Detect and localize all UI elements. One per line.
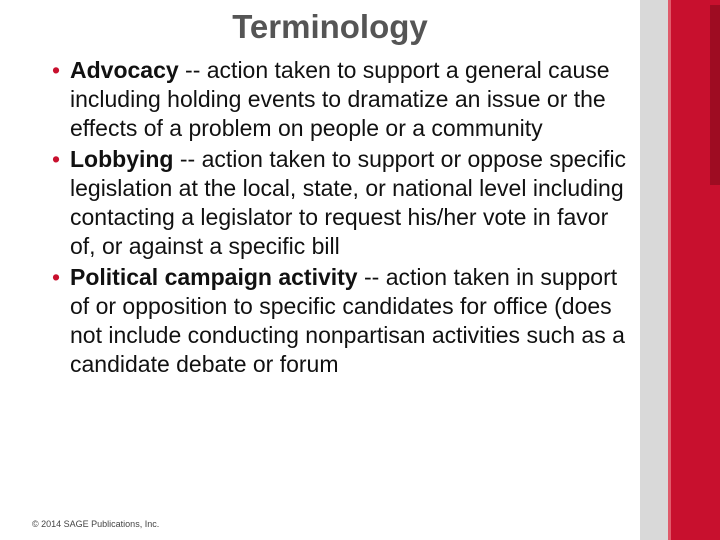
term-definition: -- action taken in support of or opposition to specific candidates for office (does not include conducting nonpartisan activities such as a candidate debate or forum [70, 264, 625, 377]
term-definition: -- action taken to support or oppose specific legislation at the local, state, or national level including contacting a legislator to request his/her vote in favor of, or against a specific bill [70, 146, 627, 259]
bullet-icon: • [52, 57, 61, 83]
term-label: Political campaign activity [70, 264, 358, 290]
list-item-political-campaign [48, 263, 638, 379]
copyright-footer: © 2014 SAGE Publications, Inc. [32, 519, 160, 529]
term-label: Advocacy [70, 57, 179, 83]
list-item-lobbying [48, 145, 638, 261]
sidebar-dark-tab [710, 5, 720, 185]
slide-title: Terminology [232, 8, 428, 45]
sidebar-gray-band [640, 0, 668, 540]
bullet-icon: • [52, 264, 61, 290]
sidebar-red-edge [668, 0, 671, 540]
term-definition: -- action taken to support a general cause including holding events to dramatize an issue or the effects of a problem on people or a community [70, 57, 610, 141]
bullet-icon: • [52, 146, 61, 172]
bullet-list [48, 56, 638, 381]
term-label: Lobbying [70, 146, 174, 172]
list-item-advocacy [48, 56, 638, 143]
